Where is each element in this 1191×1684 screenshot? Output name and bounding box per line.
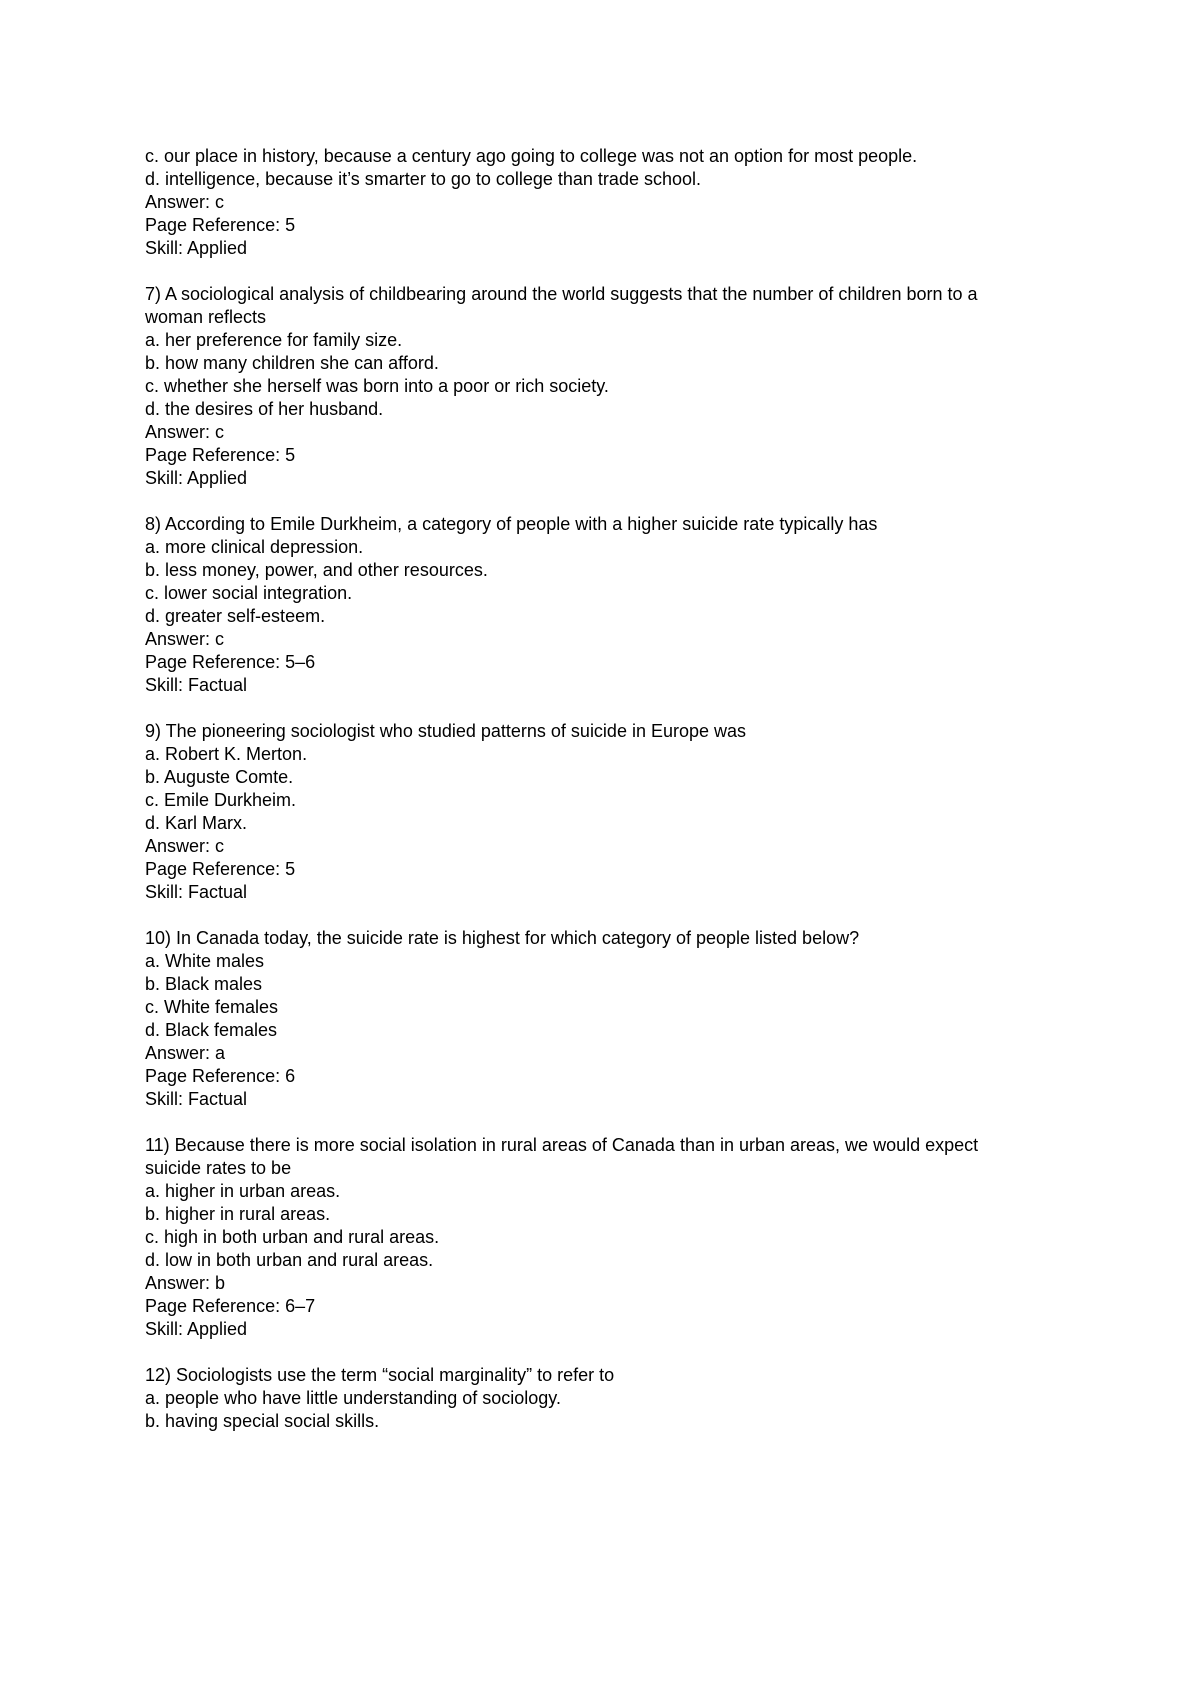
question-stem-line: 9) The pioneering sociologist who studied patterns of suicide in Europe was	[145, 721, 747, 741]
document-page	[145, 145, 1105, 1456]
question-6-continuation	[145, 145, 1105, 260]
skill-line: Skill: Factual	[145, 1089, 248, 1109]
option-c: c. lower social integration.	[145, 583, 353, 603]
option-d: d. intelligence, because it’s smarter to go to college than trade school.	[145, 169, 701, 189]
page-reference-line: Page Reference: 5–6	[145, 652, 316, 672]
question-7	[145, 283, 1105, 490]
skill-line: Skill: Factual	[145, 675, 248, 695]
option-c: c. high in both urban and rural areas.	[145, 1227, 440, 1247]
option-c: c. Emile Durkheim.	[145, 790, 297, 810]
answer-line: Answer: c	[145, 629, 225, 649]
question-stem-line: suicide rates to be	[145, 1158, 292, 1178]
page-reference-line: Page Reference: 6	[145, 1066, 296, 1086]
question-stem-line: 8) According to Emile Durkheim, a category of people with a higher suicide rate typically has	[145, 514, 878, 534]
page-reference-line: Page Reference: 5	[145, 859, 296, 879]
option-b: b. how many children she can afford.	[145, 353, 439, 373]
question-10	[145, 927, 1105, 1111]
option-b: b. Black males	[145, 974, 263, 994]
option-b: b. less money, power, and other resources.	[145, 560, 488, 580]
option-b: b. higher in rural areas.	[145, 1204, 331, 1224]
option-d: d. low in both urban and rural areas.	[145, 1250, 434, 1270]
answer-line: Answer: c	[145, 192, 225, 212]
answer-line: Answer: c	[145, 836, 225, 856]
option-a: a. higher in urban areas.	[145, 1181, 341, 1201]
option-d: d. Karl Marx.	[145, 813, 248, 833]
skill-line: Skill: Applied	[145, 468, 248, 488]
question-stem-line: 10) In Canada today, the suicide rate is highest for which category of people listed below?	[145, 928, 860, 948]
option-a: a. Robert K. Merton.	[145, 744, 308, 764]
option-b: b. having special social skills.	[145, 1411, 380, 1431]
skill-line: Skill: Factual	[145, 882, 248, 902]
option-d: d. greater self-esteem.	[145, 606, 326, 626]
question-8	[145, 513, 1105, 697]
option-a: a. more clinical depression.	[145, 537, 364, 557]
page-reference-line: Page Reference: 6–7	[145, 1296, 316, 1316]
answer-line: Answer: c	[145, 422, 225, 442]
skill-line: Skill: Applied	[145, 238, 248, 258]
question-stem-line: 11) Because there is more social isolation in rural areas of Canada than in urban areas, we would expect	[145, 1135, 979, 1155]
answer-line: Answer: b	[145, 1273, 226, 1293]
option-d: d. Black females	[145, 1020, 278, 1040]
answer-line: Answer: a	[145, 1043, 226, 1063]
option-a: a. White males	[145, 951, 265, 971]
option-a: a. her preference for family size.	[145, 330, 403, 350]
option-a: a. people who have little understanding of sociology.	[145, 1388, 561, 1408]
question-9	[145, 720, 1105, 904]
option-b: b. Auguste Comte.	[145, 767, 294, 787]
page-reference-line: Page Reference: 5	[145, 215, 296, 235]
question-11	[145, 1134, 1105, 1341]
question-stem-line: woman reflects	[145, 307, 267, 327]
question-stem-line: 12) Sociologists use the term “social marginality” to refer to	[145, 1365, 615, 1385]
option-c: c. White females	[145, 997, 279, 1017]
option-d: d. the desires of her husband.	[145, 399, 384, 419]
option-c: c. our place in history, because a century ago going to college was not an option for most people.	[145, 146, 918, 166]
skill-line: Skill: Applied	[145, 1319, 248, 1339]
option-c: c. whether she herself was born into a poor or rich society.	[145, 376, 609, 396]
question-stem-line: 7) A sociological analysis of childbearing around the world suggests that the number of children born to a	[145, 284, 978, 304]
question-12	[145, 1364, 1105, 1433]
page-reference-line: Page Reference: 5	[145, 445, 296, 465]
